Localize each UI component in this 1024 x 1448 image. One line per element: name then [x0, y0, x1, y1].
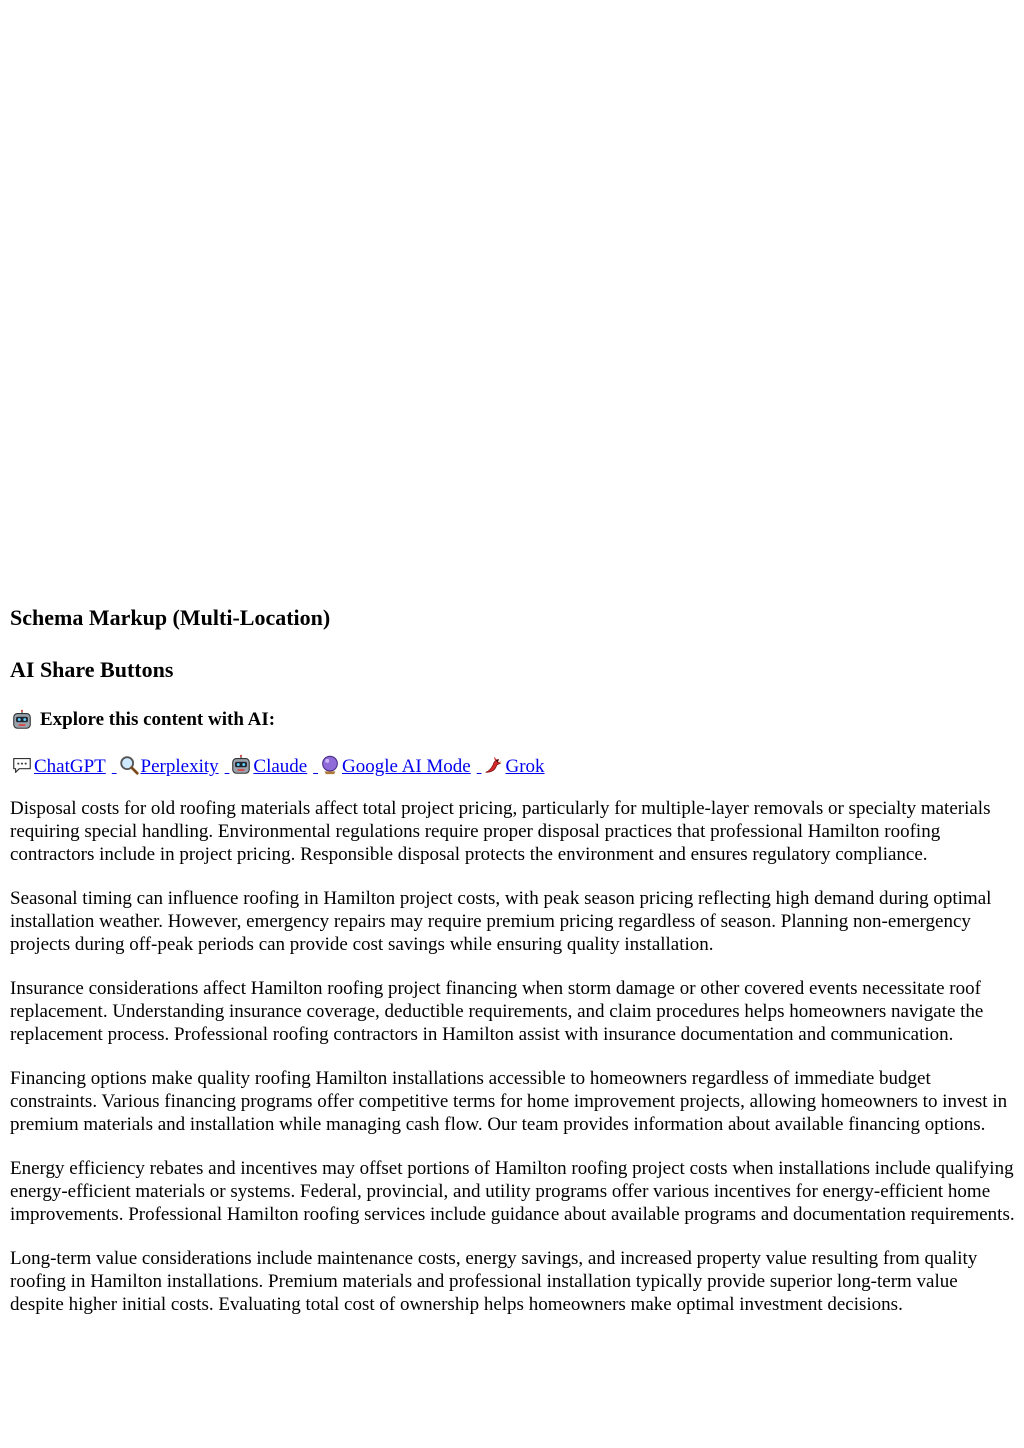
explore-ai-text: Explore this content with AI: — [40, 709, 276, 730]
crystal-ball-icon — [318, 754, 342, 776]
speech-bubble-icon — [10, 754, 34, 776]
paragraph-seasonal: Seasonal timing can influence roofing in Hamilton project costs, with peak season pricing reflecting high demand during optimal installation weather. However, emergency repairs may require premium pricing regardless of season. Planning non-emergency projects during off-peak periods can provide cost savings while ensuring quality installation. — [10, 888, 992, 955]
paragraph-long-term-value: Long-term value considerations include maintenance costs, energy savings, and increased property value resulting from quality roofing in Hamilton installations. Premium materials and professional installation typically provide superior long-term value despite higher initial costs. Evaluating total cost of ownership helps homeowners make optimal investment decisions. — [10, 1248, 978, 1315]
share-heading: AI Share Buttons — [10, 657, 174, 682]
robot-icon — [10, 709, 34, 731]
schema-heading: Schema Markup (Multi-Location) — [10, 605, 331, 630]
explore-ai-label — [10, 708, 1016, 732]
cardinal-bird-icon — [481, 754, 505, 776]
paragraph-energy: Energy efficiency rebates and incentives may offset portions of Hamilton roofing project costs when installations include qualifying energy-efficient materials or systems. Federal, provincial, and utility programs offer various incentives for energy-efficient home improvements. Professional Hamilton roofing services include guidance about available programs and documentation requirements. — [10, 1158, 1015, 1225]
ai-share-links — [10, 754, 1016, 779]
paragraph-insurance: Insurance considerations affect Hamilton roofing project financing when storm damage or other covered events necessitate roof replacement. Understanding insurance coverage, deductible requirements, and claim procedures helps homeowners navigate the replacement process. Professional roofing contractors in Hamilton assist with insurance documentation and communication. — [10, 978, 984, 1045]
paragraph-disposal: Disposal costs for old roofing materials affect total project pricing, particularly for multiple-layer removals or specialty materials requiring special handling. Environmental regulations require proper disposal practices that professional Hamilton roofing contractors include in project pricing. Responsible disposal protects the environment and ensures regulatory compliance. — [10, 798, 991, 865]
robot-icon — [229, 754, 253, 776]
share-grok-link[interactable] — [477, 756, 545, 777]
article-content — [10, 598, 1016, 1337]
magnifier-icon — [117, 754, 141, 776]
share-perplexity-link[interactable] — [112, 756, 219, 777]
share-google-ai-mode-link[interactable] — [313, 756, 471, 777]
share-google-ai-mode-label: Google AI Mode — [341, 756, 471, 777]
share-grok-label: Grok — [505, 756, 545, 777]
share-claude-link[interactable] — [225, 756, 308, 777]
share-claude-label: Claude — [253, 756, 308, 777]
share-perplexity-label: Perplexity — [140, 756, 219, 777]
share-chatgpt-link[interactable] — [10, 756, 106, 777]
share-chatgpt-label: ChatGPT — [34, 756, 106, 777]
paragraph-financing: Financing options make quality roofing Hamilton installations accessible to homeowners regardless of immediate budget constraints. Various financing programs offer competitive terms for home improvement projects, allowing homeowners to invest in premium materials and installation while managing cash flow. Our team provides information about available financing options. — [10, 1068, 1008, 1135]
